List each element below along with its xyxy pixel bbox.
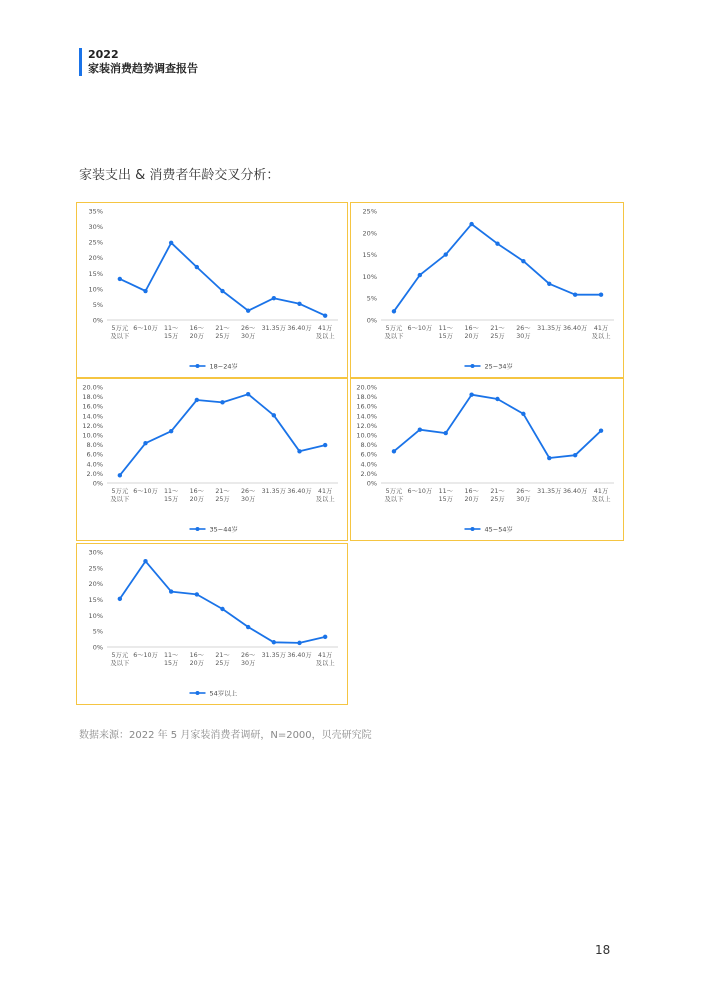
legend-label: 45~54岁 [484, 525, 513, 534]
y-tick-label: 20.0% [356, 383, 377, 392]
y-tick-label: 12.0% [356, 421, 377, 430]
data-point [143, 441, 147, 445]
x-tick-label: 20万 [189, 333, 204, 340]
x-tick-label: 25万 [215, 496, 230, 503]
data-point [444, 252, 448, 256]
x-tick-label: 16～ [189, 325, 204, 332]
y-tick-label: 8.0% [86, 441, 103, 450]
x-tick-label: 26～ [241, 488, 256, 495]
data-point [220, 400, 224, 404]
x-tick-label: 11～ [438, 488, 453, 495]
data-point [547, 282, 551, 286]
x-tick-label: 及以上 [315, 660, 335, 667]
data-point [272, 296, 276, 300]
data-point [495, 397, 499, 401]
x-tick-label: 21～ [215, 488, 230, 495]
x-tick-label: 及以上 [315, 333, 335, 340]
series-line [394, 224, 601, 311]
data-point [195, 592, 199, 596]
x-tick-label: 15万 [438, 333, 453, 340]
x-tick-label: 5万元 [385, 325, 403, 332]
y-tick-label: 20% [88, 580, 103, 589]
y-tick-label: 10.0% [356, 431, 377, 440]
data-point [495, 242, 499, 246]
series-line [120, 561, 325, 643]
data-point [323, 635, 327, 639]
y-tick-label: 4.0% [86, 460, 103, 469]
y-tick-label: 0% [92, 479, 103, 488]
y-tick-label: 10% [88, 611, 103, 620]
data-point [469, 392, 473, 396]
data-point [444, 431, 448, 435]
report-year: 2022 [88, 48, 119, 61]
x-tick-label: 25万 [490, 333, 505, 340]
x-tick-label: 31.35万 [537, 325, 562, 332]
x-tick-label: 及以上 [591, 333, 611, 340]
x-tick-label: 5万元 [111, 652, 129, 659]
y-tick-label: 12.0% [82, 421, 103, 430]
y-tick-label: 10% [362, 272, 377, 281]
data-point [195, 398, 199, 402]
x-tick-label: 6～10万 [407, 325, 433, 332]
data-point [246, 308, 250, 312]
x-tick-label: 25万 [215, 333, 230, 340]
x-tick-label: 41万 [318, 488, 333, 495]
chart-54-plus [77, 544, 346, 703]
y-tick-label: 0% [366, 479, 377, 488]
data-point [220, 607, 224, 611]
x-tick-label: 36.40万 [287, 325, 312, 332]
data-point [220, 289, 224, 293]
data-point [323, 443, 327, 447]
chart-panel-3 [76, 378, 348, 541]
x-tick-label: 20万 [189, 496, 204, 503]
series-line [394, 395, 601, 458]
x-tick-label: 36.40万 [563, 488, 588, 495]
source-note: 数据来源：2022 年 5 月家装消费者调研，N=2000，贝壳研究院 [79, 730, 372, 741]
y-tick-label: 0% [366, 316, 377, 325]
x-tick-label: 36.40万 [563, 325, 588, 332]
y-tick-label: 15% [88, 269, 103, 278]
data-point [418, 273, 422, 277]
x-tick-label: 20万 [189, 660, 204, 667]
x-tick-label: 及以下 [110, 496, 130, 503]
y-tick-label: 2.0% [86, 469, 103, 478]
data-point [418, 428, 422, 432]
x-tick-label: 5万元 [111, 325, 129, 332]
y-tick-label: 16.0% [82, 402, 103, 411]
y-tick-label: 0% [92, 316, 103, 325]
data-point [599, 293, 603, 297]
x-tick-label: 5万元 [111, 488, 129, 495]
data-point [599, 428, 603, 432]
x-tick-label: 及以上 [315, 496, 335, 503]
x-tick-label: 16～ [464, 325, 479, 332]
x-tick-label: 31.35万 [261, 325, 286, 332]
y-tick-label: 2.0% [360, 469, 377, 478]
data-point [118, 473, 122, 477]
legend-marker [471, 527, 475, 531]
section-title: 家装支出 & 消费者年龄交叉分析： [79, 168, 280, 183]
x-tick-label: 25万 [215, 660, 230, 667]
chart-18-24 [77, 203, 346, 376]
x-tick-label: 16～ [189, 652, 204, 659]
x-tick-label: 5万元 [385, 488, 403, 495]
data-point [392, 449, 396, 453]
legend-marker [196, 527, 200, 531]
data-point [392, 309, 396, 313]
y-tick-label: 10.0% [82, 431, 103, 440]
y-tick-label: 5% [92, 627, 103, 636]
report-header [79, 48, 198, 76]
series-line [120, 394, 325, 475]
x-tick-label: 31.35万 [537, 488, 562, 495]
x-tick-label: 6～10万 [133, 488, 158, 495]
x-tick-label: 15万 [438, 496, 453, 503]
data-point [118, 277, 122, 281]
y-tick-label: 6.0% [360, 450, 377, 459]
x-tick-label: 11～ [164, 488, 179, 495]
x-tick-label: 26～ [516, 325, 531, 332]
legend-label: 25~34岁 [484, 362, 513, 371]
y-tick-label: 15% [88, 596, 103, 604]
x-tick-label: 及以上 [591, 496, 611, 503]
x-tick-label: 20万 [464, 496, 479, 503]
x-tick-label: 及以下 [110, 660, 130, 667]
x-tick-label: 30万 [241, 333, 256, 340]
y-tick-label: 6.0% [86, 450, 103, 459]
chart-45-54 [351, 379, 622, 539]
y-tick-label: 16.0% [356, 402, 377, 411]
x-tick-label: 41万 [318, 325, 333, 332]
data-point [297, 302, 301, 306]
legend-marker [196, 364, 200, 368]
legend-label: 35~44岁 [209, 525, 238, 534]
y-tick-label: 35% [88, 207, 103, 216]
x-tick-label: 21～ [490, 488, 505, 495]
y-tick-label: 20.0% [82, 383, 103, 392]
data-point [169, 241, 173, 245]
x-tick-label: 21～ [490, 325, 505, 332]
legend-label: 54岁以上 [209, 689, 238, 698]
y-tick-label: 0% [92, 643, 103, 652]
legend-marker [471, 364, 475, 368]
y-tick-label: 25% [88, 564, 103, 573]
data-point [195, 265, 199, 269]
x-tick-label: 11～ [164, 652, 179, 659]
y-tick-label: 5% [92, 300, 103, 309]
data-point [143, 559, 147, 563]
x-tick-label: 25万 [490, 496, 505, 503]
x-tick-label: 36.40万 [287, 652, 312, 659]
x-tick-label: 6～10万 [133, 325, 158, 332]
legend-marker [196, 691, 200, 695]
x-tick-label: 16～ [464, 488, 479, 495]
x-tick-label: 41万 [593, 488, 609, 495]
x-tick-label: 6～10万 [133, 652, 158, 659]
x-tick-label: 15万 [164, 660, 179, 667]
series-line [120, 243, 325, 316]
y-tick-label: 30% [88, 223, 103, 232]
x-tick-label: 31.35万 [261, 652, 286, 659]
x-tick-label: 36.40万 [287, 488, 312, 495]
data-point [573, 293, 577, 297]
y-tick-label: 18.0% [82, 393, 103, 402]
x-tick-label: 26～ [516, 488, 531, 495]
chart-35-44 [77, 379, 346, 539]
legend-label: 18~24岁 [209, 362, 238, 371]
data-point [547, 456, 551, 460]
x-tick-label: 21～ [215, 325, 230, 332]
data-point [323, 313, 327, 317]
data-point [272, 413, 276, 417]
y-tick-label: 14.0% [82, 412, 103, 421]
y-tick-label: 4.0% [360, 460, 377, 469]
data-point [573, 453, 577, 457]
x-tick-label: 26～ [241, 325, 256, 332]
y-tick-label: 25% [88, 238, 103, 247]
chart-panel-4 [350, 378, 624, 541]
data-point [521, 412, 525, 416]
x-tick-label: 26～ [241, 652, 256, 659]
data-point [169, 589, 173, 593]
x-tick-label: 及以下 [384, 333, 404, 340]
x-tick-label: 30万 [241, 496, 256, 503]
x-tick-label: 41万 [318, 652, 333, 659]
data-point [246, 625, 250, 629]
report-title: 家装消费趋势调查报告 [88, 62, 198, 75]
x-tick-label: 15万 [164, 496, 179, 503]
x-tick-label: 及以下 [384, 496, 404, 503]
x-tick-label: 20万 [464, 333, 479, 340]
y-tick-label: 20% [88, 254, 103, 263]
x-tick-label: 6～10万 [407, 488, 433, 495]
data-point [297, 641, 301, 645]
chart-25-34 [351, 203, 622, 376]
chart-panel-1 [76, 202, 348, 378]
y-tick-label: 18.0% [356, 393, 377, 402]
chart-panel-2 [350, 202, 624, 378]
x-tick-label: 15万 [164, 333, 179, 340]
y-tick-label: 30% [88, 548, 103, 557]
data-point [246, 392, 250, 396]
x-tick-label: 30万 [241, 660, 256, 667]
data-point [169, 429, 173, 433]
x-tick-label: 41万 [593, 325, 609, 332]
x-tick-label: 16～ [189, 488, 204, 495]
data-point [272, 640, 276, 644]
data-point [297, 449, 301, 453]
chart-panel-5 [76, 543, 348, 705]
data-point [118, 597, 122, 601]
x-tick-label: 30万 [516, 496, 531, 503]
x-tick-label: 21～ [215, 652, 230, 659]
x-tick-label: 11～ [164, 325, 179, 332]
y-tick-label: 14.0% [356, 412, 377, 421]
y-tick-label: 20% [362, 229, 377, 238]
data-point [521, 259, 525, 263]
data-point [143, 289, 147, 293]
x-tick-label: 30万 [516, 333, 531, 340]
y-tick-label: 15% [362, 251, 377, 260]
y-tick-label: 5% [366, 294, 377, 303]
y-tick-label: 10% [88, 285, 103, 294]
y-tick-label: 8.0% [360, 441, 377, 450]
x-tick-label: 及以下 [110, 333, 130, 340]
data-point [469, 222, 473, 226]
y-tick-label: 25% [362, 207, 377, 216]
x-tick-label: 11～ [438, 325, 453, 332]
page-number: 18 [595, 943, 611, 957]
x-tick-label: 31.35万 [261, 488, 286, 495]
